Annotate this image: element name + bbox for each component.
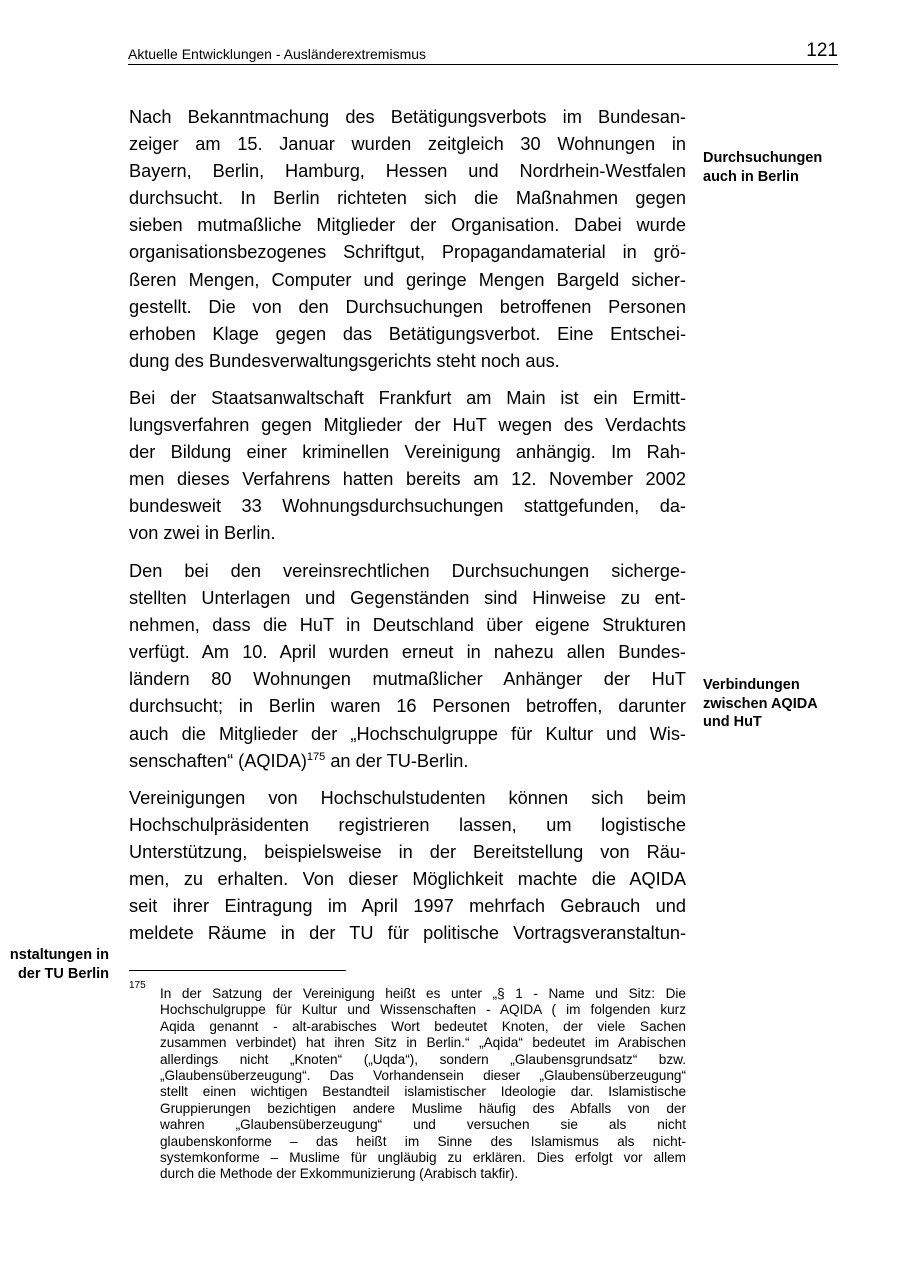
text-line: bundesweit 33 Wohnungsdurchsuchungen stattgefunden, da-: [129, 496, 686, 517]
text-line: Unterstützung, beispielsweise in der Bereitstellung von Räu-: [129, 842, 686, 863]
margin-note-line: Verbindungen: [703, 677, 800, 693]
running-title: Aktuelle Entwicklungen - Ausländerextremismus: [128, 46, 427, 62]
margin-note-veranstaltungen: [10, 946, 109, 983]
text-line: ländern 80 Wohnungen mutmaßlicher Anhänger der HuT: [129, 669, 686, 690]
footnote-line: Hochschulgruppe für Kultur und Wissenschaften - AQIDA ( im folgenden kurz: [160, 1002, 686, 1018]
margin-note-line: und HuT: [703, 714, 762, 730]
footnote-line: „Glaubensüberzeugung“. Das Vorhandensein dieser „Glaubensüberzeugung“: [160, 1068, 686, 1084]
text-line: auch die Mitglieder der „Hochschulgruppe für Kultur und Wis-: [129, 723, 686, 744]
text-fragment: an der TU-Berlin.: [325, 750, 469, 771]
text-line: ßeren Mengen, Computer und geringe Mengen Bargeld sicher-: [129, 269, 686, 290]
text-line: durchsucht; in Berlin waren 16 Personen betroffen, darunter: [129, 696, 686, 717]
footnote-line: wahren „Glaubensüberzeugung“ und versuchen sie als nicht: [160, 1117, 686, 1133]
paragraph-4: [129, 785, 686, 948]
text-line: gestellt. Die von den Durchsuchungen betroffenen Personen: [129, 296, 686, 317]
text-line: Nach Bekanntmachung des Betätigungsverbots im Bundesan-: [129, 107, 686, 127]
text-line: durchsucht. In Berlin richteten sich die Maßnahmen gegen: [129, 188, 686, 209]
header-rule: [128, 64, 838, 65]
paragraph-1: [129, 104, 686, 375]
margin-note-line: nstaltungen in: [9, 947, 109, 963]
page-number: 121: [806, 40, 838, 61]
margin-note-line: auch in Berlin: [703, 168, 799, 185]
text-line: Den bei den vereinsrechtlichen Durchsuchungen sicherge-: [129, 561, 686, 581]
text-line: Hochschulpräsidenten registrieren lassen, um logistische: [129, 815, 686, 836]
margin-note-line: der TU Berlin: [17, 965, 109, 982]
footnote-line: zusammen verbindet) hat ihren Sitz in Berlin.“ „Aqida“ bedeutet im Arabischen: [160, 1035, 686, 1051]
margin-note-durchsuchungen: [703, 149, 863, 186]
footnote-number: 175: [129, 980, 146, 991]
text-line: lungsverfahren gegen Mitglieder der HuT wegen des Verdachts: [129, 415, 686, 436]
text-line: stellten Unterlagen und Gegenständen sind Hinweise zu ent-: [129, 588, 686, 609]
text-fragment: senschaften“ (AQIDA): [129, 750, 307, 771]
text-line: organisationsbezogenes Schriftgut, Propagandamaterial in grö-: [129, 242, 686, 263]
text-line: meldete Räume in der TU für politische Vortragsveranstaltun-: [129, 923, 686, 944]
footnote-line: In der Satzung der Vereinigung heißt es unter „§ 1 - Name und Sitz: Die: [160, 986, 686, 1001]
text-line: Bei der Staatsanwaltschaft Frankfurt am Main ist ein Ermitt-: [129, 388, 686, 408]
margin-note-line: zwischen AQIDA: [703, 695, 818, 712]
footnote-line: allerdings nicht „Knoten“ („Uqda“), sondern „Glaubensgrundsatz“ bzw.: [160, 1051, 686, 1067]
footnote-line: Gruppierungen bezichtigen andere Muslime häufig des Abfalls von der: [160, 1100, 686, 1116]
footnote-line: systemkonforme – Muslime für ungläubig zu erklären. Dies erfolgt vor allem: [160, 1150, 686, 1166]
text-line: nehmen, dass die HuT in Deutschland über eigene Strukturen: [129, 615, 686, 636]
text-line: sieben mutmaßliche Mitglieder der Organisation. Dabei wurde: [129, 215, 686, 236]
footnote-line: durch die Methode der Exkommunizierung (Arabisch takfir).: [160, 1166, 519, 1182]
text-line: der Bildung einer kriminellen Vereinigung anhängig. Im Rah-: [129, 442, 686, 463]
running-header: [128, 40, 838, 64]
footnote-175: [160, 986, 686, 1183]
text-line: seit ihrer Eintragung im April 1997 mehrfach Gebrauch und: [129, 896, 686, 917]
text-line: men, zu erhalten. Von dieser Möglichkeit machte die AQIDA: [129, 869, 686, 890]
text-line: von zwei in Berlin.: [129, 523, 276, 544]
text-line: dung des Bundesverwaltungsgerichts steht noch aus.: [129, 350, 560, 371]
footnote-separator: [129, 970, 346, 971]
paragraph-2: [129, 385, 686, 548]
text-line: zeiger am 15. Januar wurden zeitgleich 30 Wohnungen in: [129, 134, 686, 155]
text-line: Vereinigungen von Hochschulstudenten können sich beim: [129, 788, 686, 808]
margin-note-verbindungen: [703, 676, 863, 732]
text-line: [129, 748, 686, 775]
footnote-line: Aqida genannt - alt-arabisches Wort bedeutet Knoten, der viele Sachen: [160, 1018, 686, 1034]
text-line: men dieses Verfahrens hatten bereits am 12. November 2002: [129, 469, 686, 490]
paragraph-3: [129, 558, 686, 775]
footnote-line: stellt einen wichtigen Bestandteil islamistischer Ideologie dar. Islamistische: [160, 1084, 686, 1100]
text-line: Bayern, Berlin, Hamburg, Hessen und Nordrhein-Westfalen: [129, 161, 686, 182]
text-line: erhoben Klage gegen das Betätigungsverbot. Eine Entschei-: [129, 323, 686, 344]
margin-note-line: Durchsuchungen: [703, 150, 823, 166]
text-line: verfügt. Am 10. April wurden erneut in nahezu allen Bundes-: [129, 642, 686, 663]
footnote-reference[interactable]: 175: [306, 750, 326, 763]
footnote-line: glaubenskonforme – das heißt im Sinne des Islamismus als nicht-: [160, 1133, 686, 1149]
